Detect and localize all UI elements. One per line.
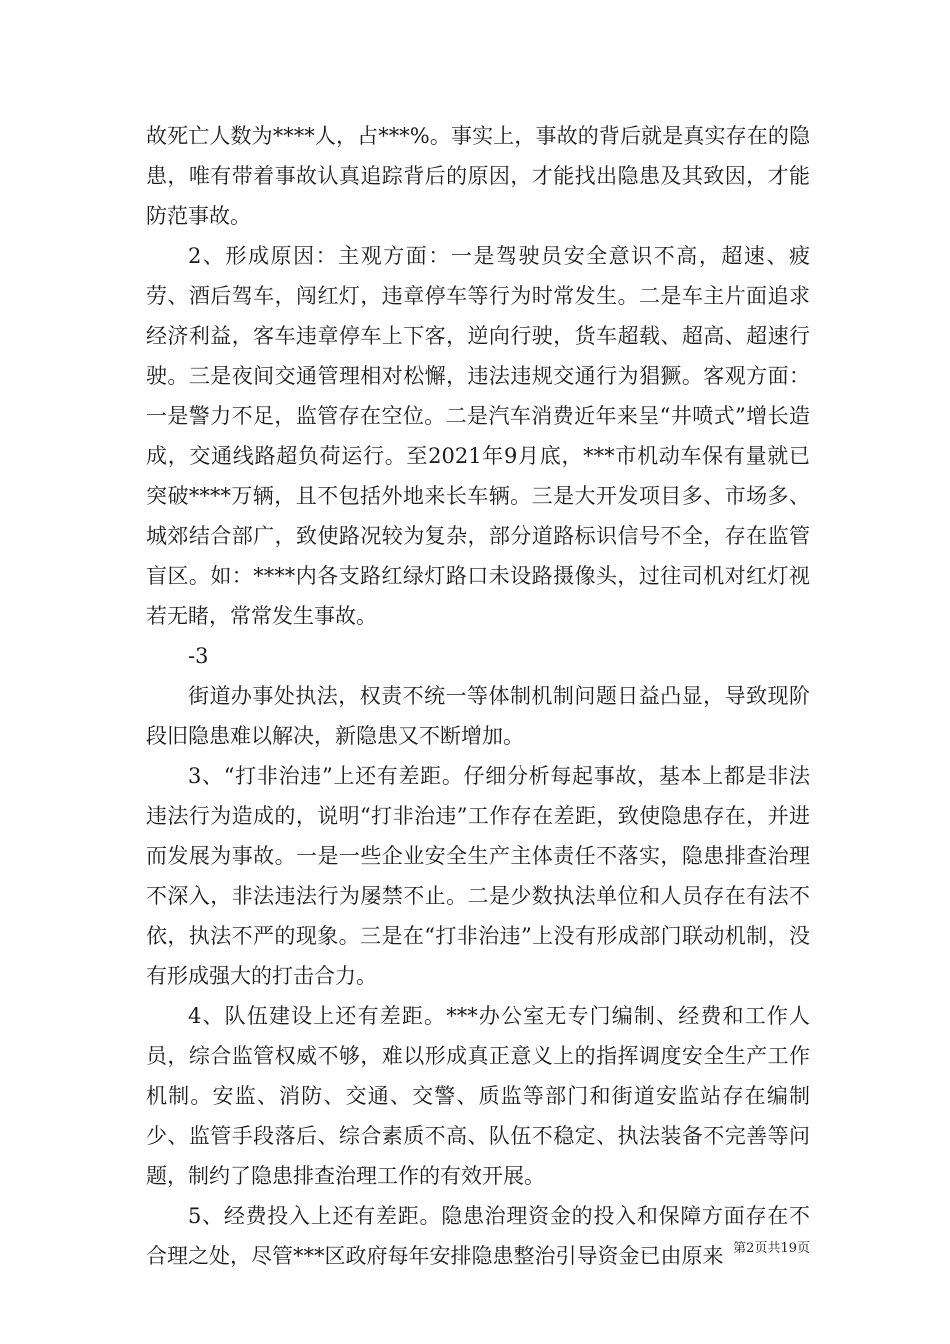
- paragraph-crackdown-gap: 3、“打非治违”上还有差距。仔细分析每起事故，基本上都是非法违法行为造成的，说明“打非治违”工作存在差距，致使隐患存在，并进而发展为事故。一是一些企业安全生产主体责任不落实，隐患排查治理不深入，非法违法行为屡禁不止。二是少数执法单位和人员存在有法不依，执法不严的现象。三是在“打非治违”上没有形成部门联动机制，没有形成强大的打击合力。: [146, 764, 810, 988]
- paragraph-causes: 2、形成原因：主观方面：一是驾驶员安全意识不高，超速、疲劳、酒后驾车，闯红灯，违章停车等行为时常发生。二是车主片面追求经济利益，客车违章停车上下客，逆向行驶，货车超载、超高、超速行驶。三是夜间交通管理相对松懈，违法违规交通行为猖獗。客观方面：一是警力不足，监管存在空位。二是汽车消费近年来呈“井喷式”增长造成，交通线路超负荷运行。至2021年9月底，***市机动车保有量就已突破****万辆，且不包括外地来长车辆。三是大开发项目多、市场多、城郊结合部广，致使路况较为复杂，部分道路标识信号不全，存在监管盲区。如：****内各支路红绿灯路口未设路摄像头，过往司机对红灯视若无睹，常常发生事故。: [146, 244, 810, 628]
- paragraph-funding-gap: 5、经费投入上还有差距。隐患治理资金的投入和保障方面存在不合理之处，尽管***区政府每年安排隐患整治引导资金已由原来: [146, 1204, 810, 1268]
- page-number-footer: 第2页共19页: [733, 1241, 810, 1256]
- paragraph-team-building-gap: 4、队伍建设上还有差距。***办公室无专门编制、经费和工作人员，综合监管权威不够，难以形成真正意义上的指挥调度安全生产工作机制。安监、消防、交通、交警、质监等部门和街道安监站存在编制少、监管手段落后、综合素质不高、队伍不稳定、执法装备不完善等问题，制约了隐患排查治理工作的有效开展。: [146, 1004, 810, 1188]
- paragraph-continuation: 故死亡人数为****人，占***%。事实上，事故的背后就是真实存在的隐患，唯有带着事故认真追踪背后的原因，才能找出隐患及其致因，才能防范事故。: [146, 124, 810, 228]
- paragraph-street-office: 街道办事处执法，权责不统一等体制机制问题日益凸显，导致现阶段旧隐患难以解决，新隐患又不断增加。: [146, 684, 810, 748]
- page-marker: -3: [188, 644, 209, 668]
- document-body: [146, 116, 810, 1276]
